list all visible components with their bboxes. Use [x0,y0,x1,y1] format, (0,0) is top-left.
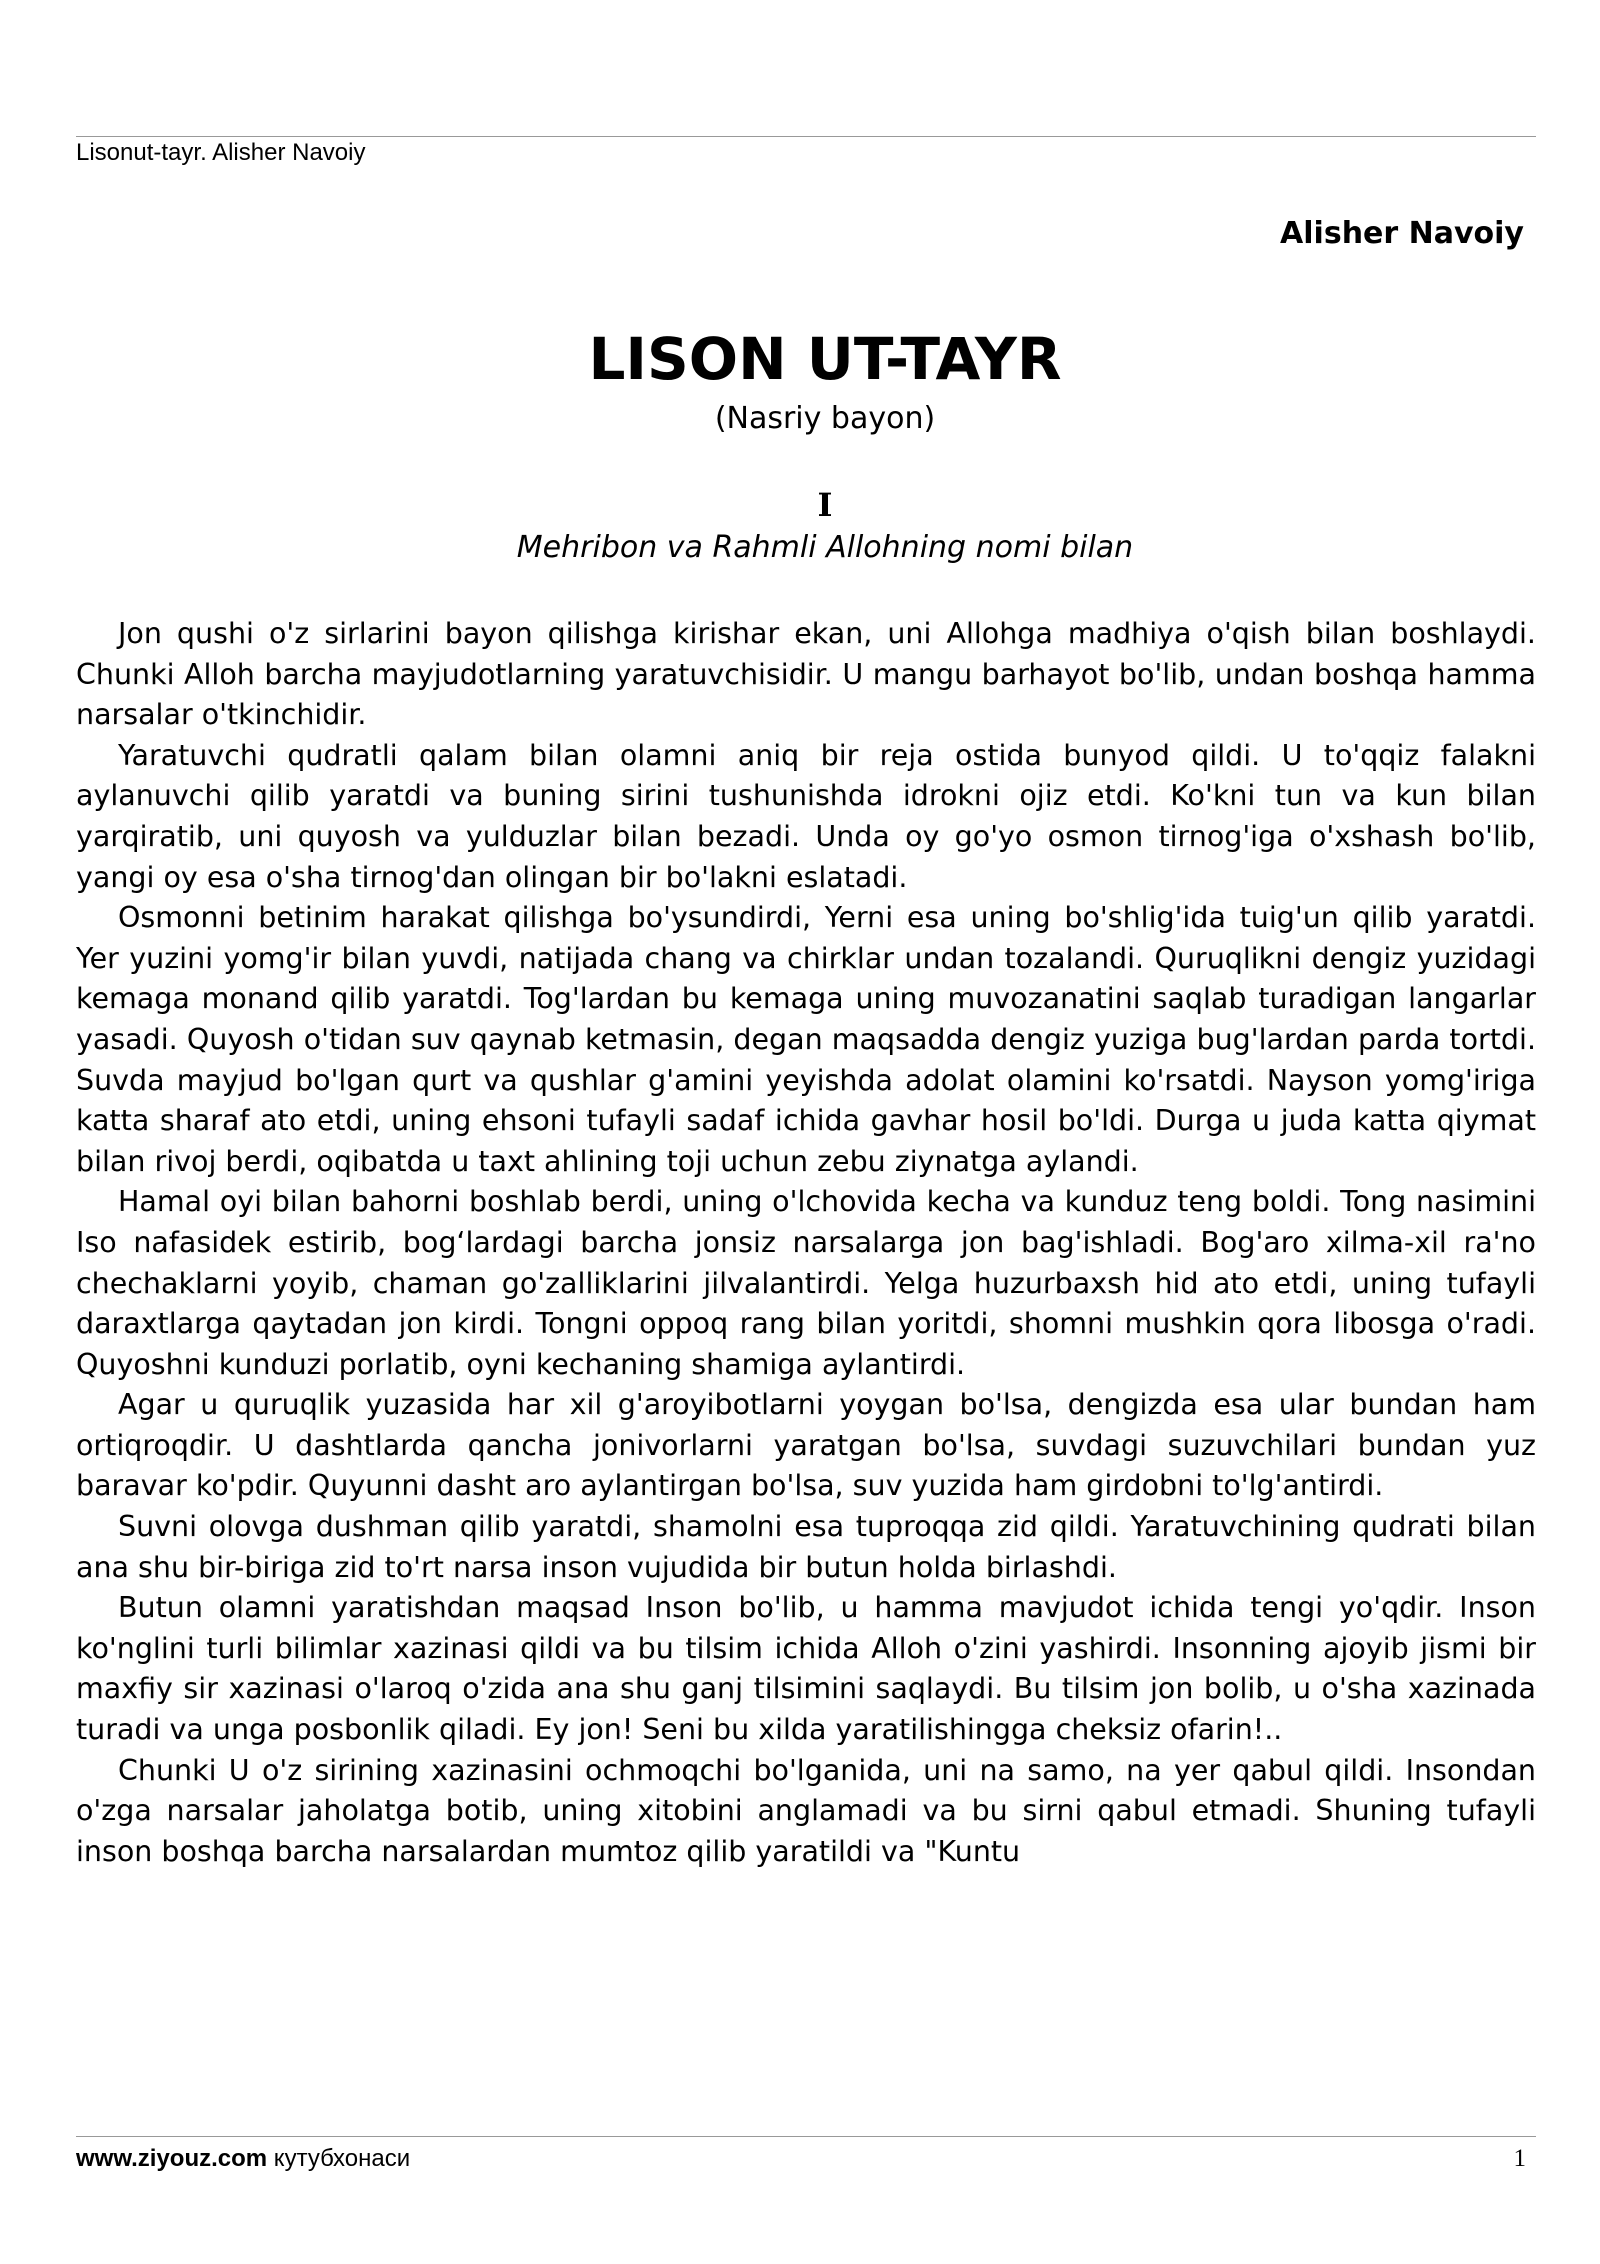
footer-source [76,2144,410,2174]
book-title: LISON UT-TAYR [588,325,1062,393]
paragraph: Butun olamni yaratishdan maqsad Inson bo'lib, u hamma mavjudot ichida tengi yo'qdir. Inson ko'nglini turli bilimlar xazinasi qildi va bu tilsim ichida Alloh o'zini yashirdi. Insonning ajoyib jismi bir maxfiy sir xazinasi o'laroq o'zida ana shu ganj tilsimini saqlaydi. Bu tilsim jon bolib, u o'sha xazinada turadi va unga posbonlik qiladi. Ey jon! Seni bu xilda yaratilishingga cheksiz ofarin!.. [76,1591,1536,1747]
chapter-number: I [817,486,833,524]
paragraph: Agar u quruqlik yuzasida har xil g'aroyibotlarni yoygan bo'lsa, dengizda esa ular bundan ham ortiqroqdir. U dashtlarda qancha jonivorlarni yaratgan bo'lsa, suvdagi suzuvchilari bundan yuz baravar ko'pdir. Quyunni dasht aro aylantirgan bo'lsa, suv yuzida ham girdobni to'lg'antirdi. [76,1388,1536,1503]
footer-site-link[interactable]: www.ziyouz.com [76,2145,268,2172]
page-number: 1 [1513,2145,1526,2172]
paragraph: Jon qushi o'z sirlarini bayon qilishga kirishar ekan, uni Allohga madhiya o'qish bilan boshlaydi. Chunki Alloh barcha mayjudotlarning yaratuvchisidir. U mangu barhayot bo'lib, undan boshqa hamma narsalar o'tkinchidir. [76,617,1536,732]
chapter-heading: Mehribon va Rahmli Allohning nomi bilan [516,530,1134,565]
header-rule [76,136,1536,137]
paragraph: Chunki U o'z sirining xazinasini ochmoqchi bo'lganida, uni na samo, na yer qabul qildi. Insondan o'zga narsalar jaholatga botib, uning xitobini anglamadi va bu sirni qabul etmadi. Shuning tufayli inson boshqa barcha narsalardan mumtoz qilib yaratildi va "Kuntu [76,1753,1536,1868]
running-title: Lisonut-tayr. Alisher Navoiy [76,139,366,166]
paragraph: Yaratuvchi qudratli qalam bilan olamni aniq bir reja ostida bunyod qildi. U to'qqiz falakni aylanuvchi qilib yaratdi va buning sirini tushunishda idrokni ojiz etdi. Ko'kni tun va kun bilan yarqiratib, uni quyosh va yulduzlar bilan bezadi. Unda oy go'yo osmon tirnog'iga o'xshash bo'lib, yangi oy esa o'sha tirnog'dan olingan bir bo'lakni eslatadi. [76,738,1536,894]
author-name: Alisher Navoiy [1280,216,1524,251]
paragraph: Hamal oyi bilan bahorni boshlab berdi, uning o'lchovida kecha va kunduz teng boldi. Tong nasimini Iso nafasidek estirib, bog‘lardagi barcha jonsiz narsalarga jon bag'ishladi. Bog'aro xilma-xil ra'no chechaklarni yoyib, chaman go'zalliklarini jilvalantirdi. Yelga huzurbaxsh hid ato etdi, uning tufayli daraxtlarga qaytadan jon kirdi. Tongni oppoq rang bilan yoritdi, shomni mushkin qora libosga o'radi. Quyoshni kunduzi porlatib, oyni kechaning shamiga aylantirdi. [76,1185,1536,1381]
footer-library-label: кутубхонаси [267,2145,411,2172]
paragraph: Suvni olovga dushman qilib yaratdi, shamolni esa tuproqqa zid qildi. Yaratuvchining qudrati bilan ana shu bir-biriga zid to'rt narsa inson vujudida bir butun holda birlashdi. [76,1510,1536,1584]
footer-rule [76,2136,1536,2137]
book-subtitle: (Nasriy bayon) [714,401,936,436]
paragraph: Osmonni betinim harakat qilishga bo'ysundirdi, Yerni esa uning bo'shlig'ida tuig'un qilib yaratdi. Yer yuzini yomg'ir bilan yuvdi, natijada chang va chirklar undan tozalandi. Quruqlikni dengiz yuzidagi kemaga monand qilib yaratdi. Tog'lardan bu kemaga uning muvozanatini saqlab turadigan langarlar yasadi. Quyosh o'tidan suv qaynab ketmasin, degan maqsadda dengiz yuziga bug'lardan parda tortdi. Suvda mayjud bo'lgan qurt va qushlar g'amini yeyishda adolat olamini ko'rsatdi. Nayson yomg'iriga katta sharaf ato etdi, uning ehsoni tufayli sadaf ichida gavhar hosil bo'ldi. Durga u juda katta qiymat bilan rivoj berdi, oqibatda u taxt ahlining toji uchun zebu ziynatga aylandi. [76,901,1536,1178]
body-text [76,614,1536,1872]
